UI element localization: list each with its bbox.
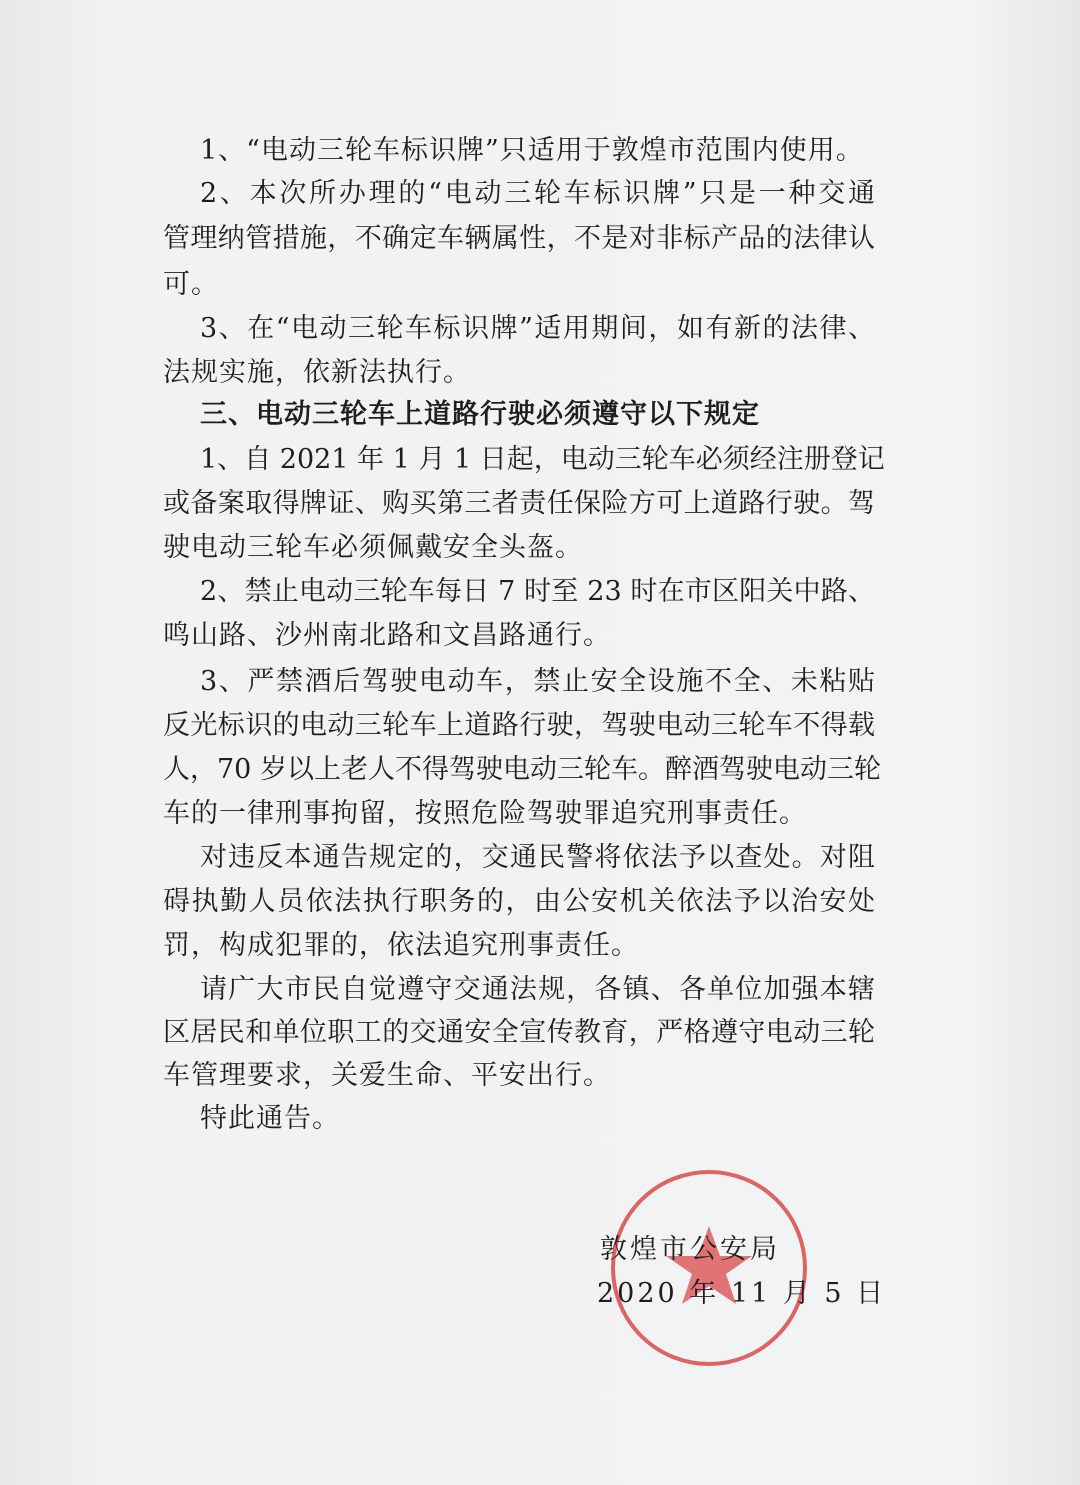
- text-line: 鸣山路、沙州南北路和文昌路通行。: [163, 620, 611, 651]
- text-line: 车管理要求，关爱生命、平安出行。: [163, 1060, 611, 1091]
- official-seal: [594, 1168, 824, 1368]
- text-line: 管理纳管措施，不确定车辆属性，不是对非标产品的法律认: [163, 223, 875, 254]
- text-line: 法规实施，依新法执行。: [163, 357, 471, 388]
- text-line: 特此通告。: [200, 1103, 340, 1134]
- issue-date: 2020 年 11 月 5 日: [597, 1278, 887, 1309]
- text-line: 对违反本通告规定的，交通民警将依法予以查处。对阻: [200, 842, 875, 873]
- text-line: 请广大市民自觉遵守交通法规，各镇、各单位加强本辖: [200, 974, 875, 1005]
- section-heading: 三、电动三轮车上道路行驶必须遵守以下规定: [200, 399, 760, 430]
- text-line: 反光标识的电动三轮车上道路行驶，驾驶电动三轮车不得载: [163, 710, 875, 741]
- text-line: 人，70 岁以上老人不得驾驶电动三轮车。醉酒驾驶电动三轮: [163, 754, 881, 785]
- text-line: 1、自 2021 年 1 月 1 日起，电动三轮车必须经注册登记: [200, 444, 885, 475]
- text-line: 车的一律刑事拘留，按照危险驾驶罪追究刑事责任。: [163, 798, 807, 829]
- text-line: 2、禁止电动三轮车每日 7 时至 23 时在市区阳关中路、: [200, 576, 875, 607]
- text-line: 3、严禁酒后驾驶电动车，禁止安全设施不全、未粘贴: [200, 666, 875, 697]
- text-line: 可。: [163, 269, 219, 300]
- text-line: 3、在“电动三轮车标识牌”适用期间，如有新的法律、: [200, 313, 875, 344]
- text-line: 罚，构成犯罪的，依法追究刑事责任。: [163, 930, 639, 961]
- text-line: 区居民和单位职工的交通安全宣传教育，严格遵守电动三轮: [163, 1017, 875, 1048]
- text-line: 1、“电动三轮车标识牌”只适用于敦煌市范围内使用。: [200, 135, 864, 166]
- text-line: 或备案取得牌证、购买第三者责任保险方可上道路行驶。驾: [163, 488, 875, 519]
- text-line: 驶电动三轮车必须佩戴安全头盔。: [163, 532, 583, 563]
- text-line: 碍执勤人员依法执行职务的，由公安机关依法予以治安处: [163, 886, 875, 917]
- issuing-organization: 敦煌市公安局: [600, 1234, 780, 1265]
- text-line: 2、本次所办理的“电动三轮车标识牌”只是一种交通: [200, 178, 875, 209]
